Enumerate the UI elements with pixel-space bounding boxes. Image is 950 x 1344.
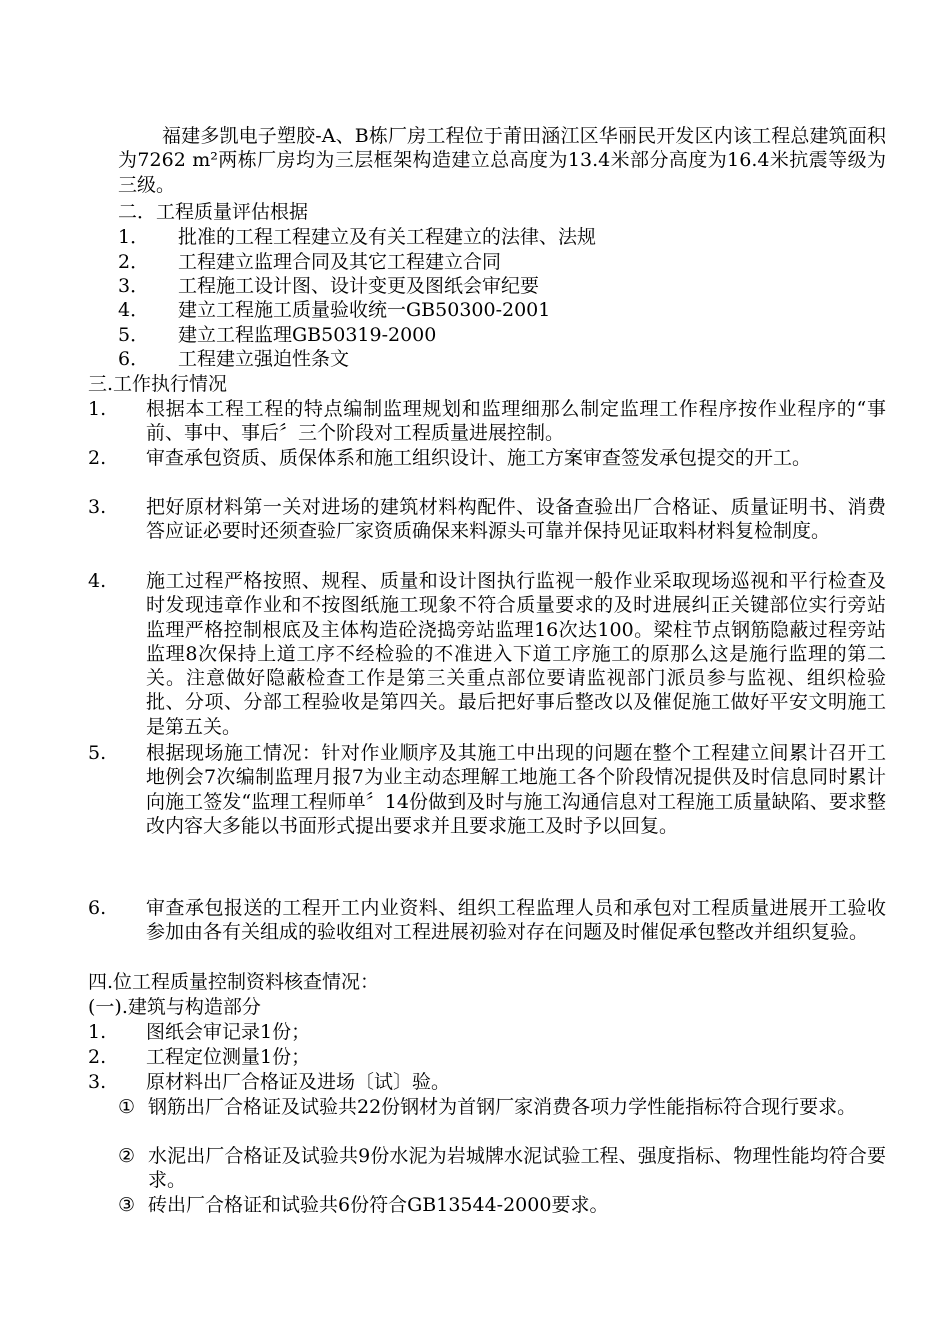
list-item-number: 4． xyxy=(118,299,150,321)
list-item-number: 6. xyxy=(88,897,107,919)
list-item-number: 3. xyxy=(88,496,107,518)
list-item-number: 5． xyxy=(118,324,150,346)
list-item-text: 工程定位测量1份； xyxy=(146,1046,311,1068)
list-item-number: 1． xyxy=(118,226,150,248)
section-2-heading: 二．工程质量评估根据 xyxy=(118,201,309,223)
list-item-number: 3． xyxy=(118,275,150,297)
list-item-number: 2. xyxy=(88,1046,107,1068)
list-item-text: 建立工程施工质量验收统一GB50300-2001 xyxy=(178,299,551,321)
list-item-text: 审查承包资质、质保体系和施工组织设计、施工方案审查签发承包提交的开工。 xyxy=(146,447,812,469)
list-item-text: 把好原材料第一关对进场的建筑材料构配件、设备查验出厂合格证、质量证明书、消费答应证必要时还须查验厂家资质确保来料源头可靠并保持见证取料材料复检制度。 xyxy=(146,496,886,543)
list-item-number: 2. xyxy=(88,447,107,469)
list-item-number: 1. xyxy=(88,1021,107,1043)
intro-paragraph: 福建多凯电子塑胶-A、B栋厂房工程位于莆田涵江区华丽民开发区内该工程总建筑面积为7262 m²两栋厂房均为三层框架构造建立总高度为13.4米部分高度为16.4米抗震等级为三级。 xyxy=(118,125,886,196)
list-item-number: 6． xyxy=(118,348,150,370)
list-item-text: 图纸会审记录1份； xyxy=(146,1021,311,1043)
list-item-text: 工程施工设计图、设计变更及图纸会审纪要 xyxy=(178,275,540,297)
circled-number-marker: ③ xyxy=(118,1194,136,1216)
sub-item-text: 水泥出厂合格证及试验共9份水泥为岩城牌水泥试验工程、强度指标、物理性能均符合要求。 xyxy=(148,1145,886,1192)
sub-item-text: 砖出厂合格证和试验共6份符合GB13544-2000要求。 xyxy=(148,1194,609,1216)
list-item-number: 4. xyxy=(88,570,107,592)
list-item-number: 1. xyxy=(88,398,107,420)
list-item-text: 根据现场施工情况：针对作业顺序及其施工中出现的问题在整个工程建立间累计召开工地例会7次编制监理月报7为业主动态理解工地施工各个阶段情况提供及时信息同时累计向施工签发“监理工程师单〞14份做到及时与施工沟通信息对工程施工质量缺陷、要求整改内容大多能以书面形式提出要求并且要求施工及时予以回复。 xyxy=(146,742,886,837)
section-3-heading: 三.工作执行情况 xyxy=(88,373,228,395)
sub-item-text: 钢筋出厂合格证及试验共22份钢材为首钢厂家消费各项力学性能指标符合现行要求。 xyxy=(148,1096,857,1118)
list-item-text: 施工过程严格按照、规程、质量和设计图执行监视一般作业采取现场巡视和平行检查及时发现违章作业和不按图纸施工现象不符合质量要求的及时进展纠正关键部位实行旁站监理严格控制根底及主体构造砼浇捣旁站监理16次达100。梁柱节点钢筋隐蔽过程旁站监理8次保持上道工序不经检验的不准进入下道工序施工的原那么这是施行监理的第二关。注意做好隐蔽检查工作是第三关重点部位要请监视部门派员参与监视、组织检验批、分项、分部工程验收是第四关。最后把好事后整改以及催促施工做好平安文明施工是第五关。 xyxy=(146,570,886,738)
list-item-text: 批准的工程工程建立及有关工程建立的法律、法规 xyxy=(178,226,597,248)
list-item-number: 2． xyxy=(118,251,150,273)
circled-number-marker: ② xyxy=(118,1145,136,1167)
section-4-subheading: (一).建筑与构造部分 xyxy=(88,996,261,1018)
list-item-text: 工程建立强迫性条文 xyxy=(178,348,350,370)
circled-number-marker: ① xyxy=(118,1096,136,1118)
list-item-text: 审查承包报送的工程开工内业资料、组织工程监理人员和承包对工程质量进展开工验收参加由各有关组成的验收组对工程进展初验对存在问题及时催促承包整改并组织复验。 xyxy=(146,897,886,944)
list-item-number: 3. xyxy=(88,1071,107,1093)
section-4-heading: 四.位工程质量控制资料核查情况： xyxy=(88,971,380,993)
list-item-text: 建立工程监理GB50319-2000 xyxy=(178,324,437,346)
list-item-text: 原材料出厂合格证及进场〔试〕验。 xyxy=(146,1071,451,1093)
list-item-number: 5. xyxy=(88,742,107,764)
list-item-text: 根据本工程工程的特点编制监理规划和监理细那么制定监理工作程序按作业程序的“事前、事中、事后〞三个阶段对工程质量进展控制。 xyxy=(146,398,886,445)
list-item-text: 工程建立监理合同及其它工程建立合同 xyxy=(178,251,502,273)
